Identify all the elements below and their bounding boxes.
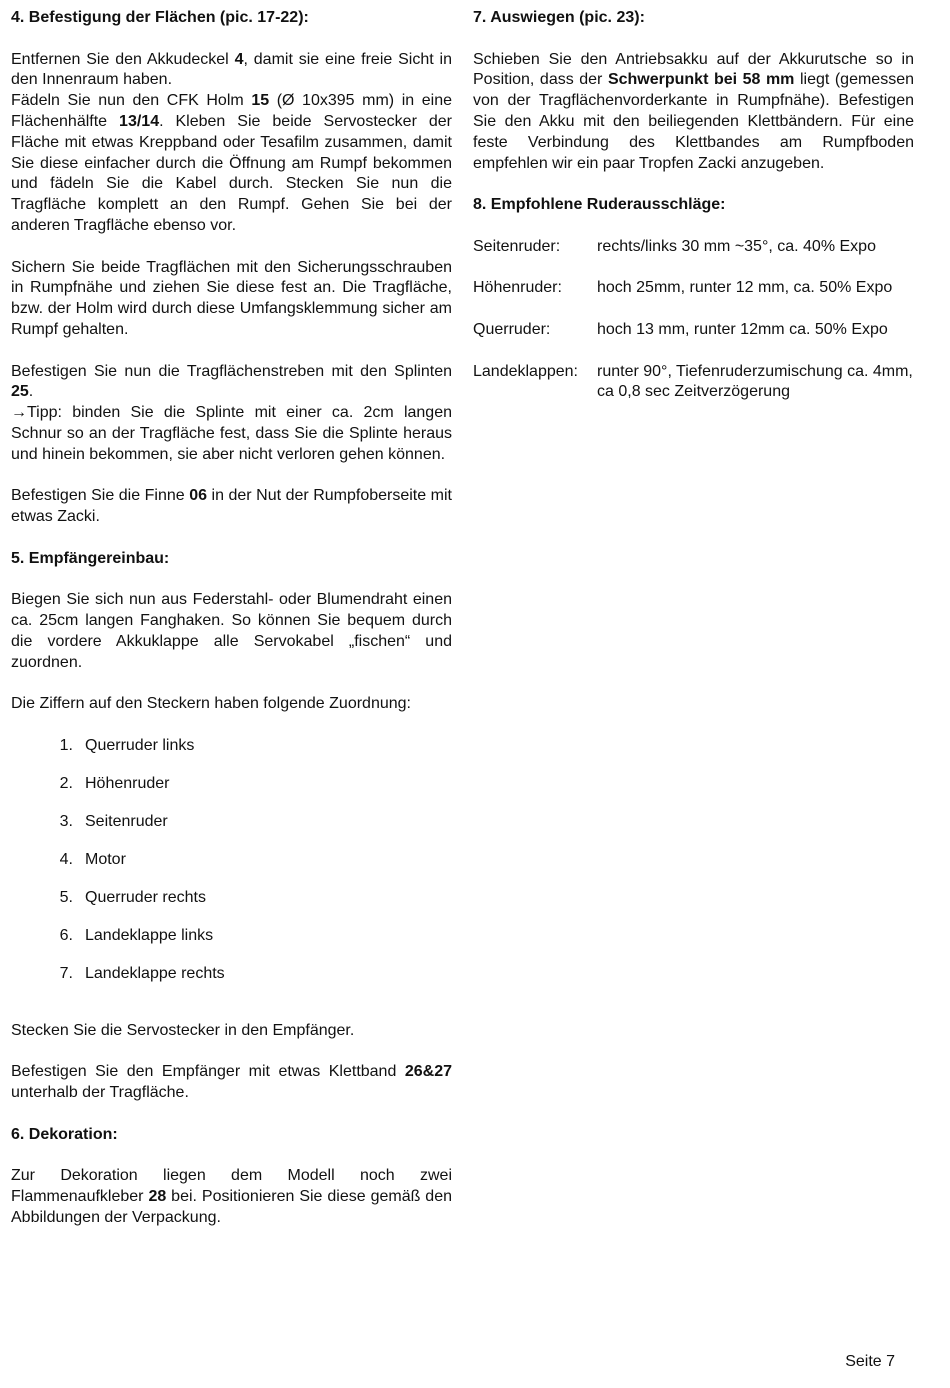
list-item: 1. Querruder links [59, 736, 195, 754]
section-5-paragraph-3: Stecken Sie die Servostecker in den Empfänger. [11, 1021, 355, 1039]
plug-assignment-list [11, 736, 452, 985]
section-4-heading: 4. Befestigung der Flächen (pic. 17-22): [11, 9, 309, 26]
section-7-paragraph-1: Schieben Sie den Antriebsakku auf der Akkurutsche so in Position, dass der Schwerpunkt bei 58 mm liegt (gemessen von der Tragflächenvorderkante in Rumpfnähe). Befestigen Sie den Akku mit den beiliegenden Klettbändern. Für eine feste Verbindung des Klettbandes am Rumpfboden empfehlen wir ein paar Tropfen Zacki anzugeben. [473, 50, 914, 172]
section-4-paragraph-4: Befestigen Sie die Finne 06 in der Nut der Rumpfoberseite mit etwas Zacki. [11, 487, 453, 526]
section-6-heading: 6. Dekoration: [11, 1125, 118, 1143]
right-column [473, 8, 914, 424]
section-5-paragraph-1: Biegen Sie sich nun aus Federstahl- oder Blumendraht einen ca. 25cm langen Fanghaken. So können Sie bequem durch die vordere Akkuklappe alle Servokabel „fischen“ und zuordnen. [11, 591, 452, 671]
surface-name: Seitenruder: [473, 237, 561, 255]
section-8-heading: 8. Empfohlene Ruderausschläge: [473, 196, 726, 214]
deflection-row [473, 278, 914, 299]
tip-text: →Tipp: binden Sie die Splinte mit einer ca. 2cm langen Schnur so an der Tragfläche fest, dass Sie die Splinte heraus und hinein bekommen, sie aber nicht verloren gehen können. [11, 404, 452, 463]
section-6-paragraph-1: Zur Dekoration liegen dem Modell noch zwei Flammenaufkleber 28 bei. Positionieren Sie diese gemäß den Abbildungen der Verpackung. [11, 1167, 452, 1226]
list-item: 5. Querruder rechts [59, 888, 206, 906]
surface-setting: hoch 13 mm, runter 12mm ca. 50% Expo [597, 320, 888, 338]
section-4-paragraph-2: Sichern Sie beide Tragflächen mit den Sicherungsschrauben in Rumpfnähe und ziehen Sie diese fest an. Die Tragfläche, bzw. der Holm wird durch diese Umfangsklemmung sicher am Rumpf gehalten. [11, 258, 452, 338]
left-column [11, 8, 452, 1249]
section-5-paragraph-2: Die Ziffern auf den Steckern haben folgende Zuordnung: [11, 695, 411, 713]
section-7-heading: 7. Auswiegen (pic. 23): [473, 9, 645, 26]
list-item: 6. Landeklappe links [59, 926, 214, 944]
list-item: 4. Motor [59, 850, 126, 868]
section-5-heading: 5. Empfängereinbau: [11, 549, 170, 567]
deflection-row [473, 362, 914, 404]
list-item: 2. Höhenruder [59, 774, 170, 792]
surface-name: Höhenruder: [473, 279, 562, 297]
surface-setting: runter 90°, Tiefenruderzumischung ca. 4mm, ca 0,8 sec Zeitverzögerung [597, 362, 913, 401]
deflection-row [473, 320, 914, 341]
section-4-paragraph-1: Entfernen Sie den Akkudeckel 4, damit sie eine freie Sicht in den Innenraum haben. Fädeln Sie nun den CFK Holm 15 (Ø 10x395 mm) in eine Flächenhälfte 13/14. Kleben Sie beide Servostecker der Fläche mit etwas Kreppband oder Tesafilm zusammen, damit Sie diese einfacher durch die Öffnung am Rumpf bekommen und fädeln Sie die Kabel durch. Stecken Sie nun die Tragfläche komplett an den Rumpf. Gehen Sie bei der anderen Tragfläche ebenso vor. [11, 50, 453, 234]
surface-name: Landeklappen: [473, 362, 578, 380]
surface-setting: hoch 25mm, runter 12 mm, ca. 50% Expo [597, 279, 893, 297]
section-5-paragraph-4: Befestigen Sie den Empfänger mit etwas Klettband 26&27 unterhalb der Tragfläche. [11, 1063, 452, 1102]
page-number: Seite 7 [845, 1353, 895, 1371]
list-item: 3. Seitenruder [59, 812, 168, 830]
deflection-table [473, 237, 914, 403]
list-item: 7. Landeklappe rechts [59, 964, 225, 982]
surface-setting: rechts/links 30 mm ~35°, ca. 40% Expo [597, 237, 876, 255]
deflection-row [473, 237, 914, 258]
section-4-paragraph-3: Befestigen Sie nun die Tragflächenstreben mit den Splinten 25. →Tipp: binden Sie die Splinte mit einer ca. 2cm langen Schnur so an der Tragfläche fest, dass Sie die Splinte heraus und hinein bekommen, sie aber nicht verloren gehen können. [11, 362, 452, 463]
surface-name: Querruder: [473, 320, 551, 338]
